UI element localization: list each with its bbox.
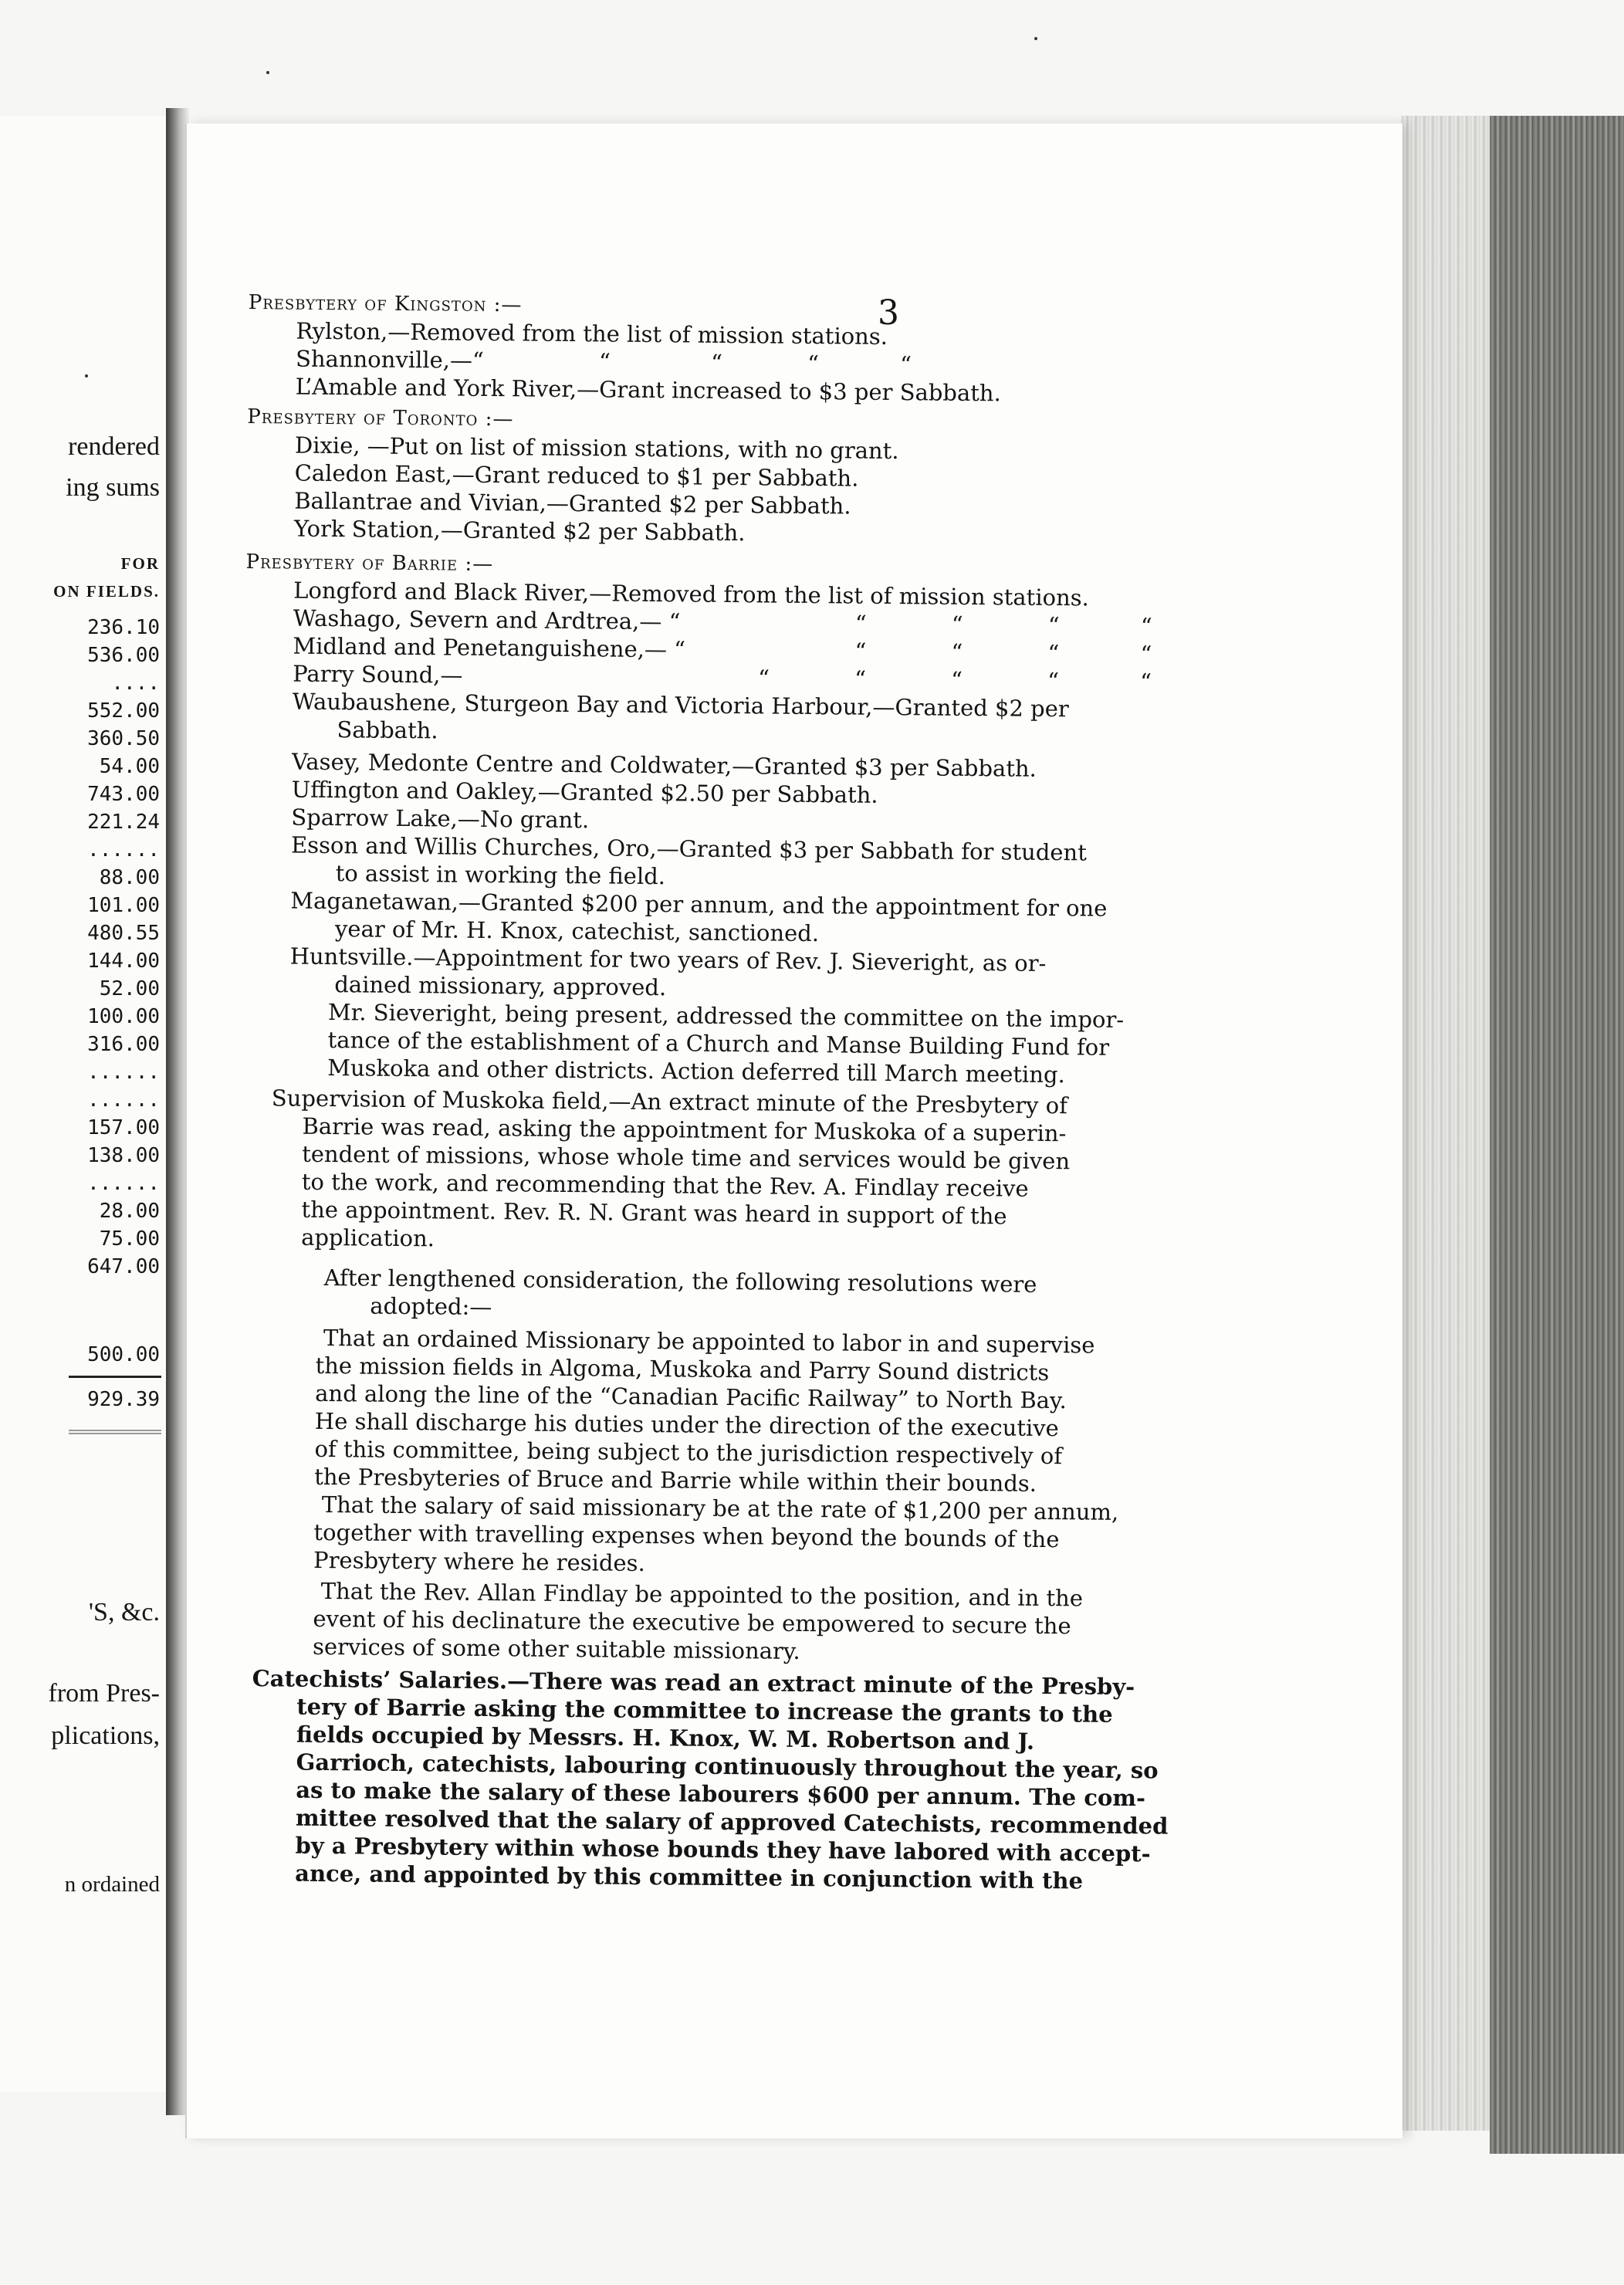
resolution-line: That the Rev. Allan Findlay be appointed to the position, and in the [320,1577,1084,1612]
left-amount: 360.50 [87,727,160,750]
entry: Huntsville.—Appointment for two years of Rev. J. Sieveright, as or- [289,943,1047,977]
note-line: Mr. Sieveright, being present, addressed the committee on the impor- [327,999,1125,1033]
left-facing-page [0,116,171,2092]
left-amount: 52.00 [99,977,160,1000]
left-amount: 75.00 [99,1227,160,1251]
entry: Waubaushene, Sturgeon Bay and Victoria Harbour,—Granted $2 per [292,688,1069,723]
resolution-line: That an ordained Missionary be appointed to labor in and supervise [323,1324,1095,1359]
left-amount: 236.10 [87,616,160,639]
left-text: ON FIELDS. [53,582,160,601]
left-amount: 743.00 [87,783,160,806]
paragraph-line: Supervision of Muskoka field,—An extract minute of the Presbytery of [271,1085,1068,1119]
ditto-mark: “ [951,611,963,638]
resolution-line: of this committee, being subject to the jurisdiction respectively of [314,1435,1063,1470]
left-amount: ...... [87,1088,160,1112]
paragraph-line: the appointment. Rev. R. N. Grant was heard in support of the [301,1196,1007,1230]
entry: L’Amable and York River,—Grant increased to $3 per Sabbath. [295,373,1001,407]
page-body [233,286,1360,1897]
left-amount: ...... [87,1061,160,1084]
book-edge-shadow [1490,116,1624,2154]
left-text: rendered [68,432,160,461]
entry: Ballantrae and Vivian,—Granted $2 per Sabbath. [294,487,851,520]
left-amount: 88.00 [99,866,160,889]
entry-label: Midland and Penetanguishene,— “ [293,632,686,663]
entry-continuation: Sabbath. [337,716,438,744]
entry: Dixie, —Put on list of mission stations, with no grant. [294,432,899,465]
entry: Vasey, Medonte Centre and Coldwater,—Granted $3 per Sabbath. [291,748,1037,782]
paragraph-line: Catechists’ Salaries.—There was read an extract minute of the Presby- [252,1665,1135,1701]
left-amount: ...... [87,838,160,862]
left-text: FOR [120,554,160,573]
left-text: ing sums [66,473,160,502]
resolution-line: the mission fields in Algoma, Muskoka and Parry Sound districts [315,1352,1050,1386]
entry-label: Shannonville,—“ [295,345,484,374]
paragraph-line: fields occupied by Messrs. H. Knox, W. M. Robertson and J. [296,1721,1035,1755]
section-heading-toronto: Presbytery of Toronto :— [247,405,514,432]
ditto-mark: “ [854,638,867,665]
left-amount: 101.00 [87,894,160,917]
entry: Sparrow Lake,—No grant. [291,804,590,834]
resolution-line: He shall discharge his duties under the direction of the executive [314,1407,1059,1442]
entry: Maganetawan,—Granted $200 per annum, and the appointment for one [290,887,1108,922]
ditto-mark: “ [1047,667,1060,695]
ditto-mark: “ [1047,639,1060,667]
left-amount: 536.00 [87,644,160,667]
ditto-mark: “ [854,610,867,637]
left-amount: 552.00 [87,699,160,723]
paragraph-line: to the work, and recommending that the Rev. A. Findlay receive [301,1168,1029,1202]
ditto-mark: “ [950,666,963,693]
note-line: Muskoka and other districts. Action deferred till March meeting. [327,1054,1065,1088]
ditto-mark: “ [1140,613,1152,640]
left-amount: 100.00 [87,1005,160,1028]
resolution-line: Presbytery where he resides. [313,1546,645,1577]
note-line: tance of the establishment of a Church and Manse Building Fund for [327,1027,1110,1061]
resolution-line: and along the line of the “Canadian Pacific Railway” to North Bay. [315,1379,1067,1414]
entry-label: Washago, Severn and Ardtrea,— “ [293,604,681,635]
entry-continuation: dained missionary, approved. [334,971,667,1001]
paragraph-line: mittee resolved that the salary of approved Catechists, recommended [295,1804,1169,1840]
left-amount: 144.00 [87,950,160,973]
resolution-line: together with travelling expenses when beyond the bounds of the [313,1518,1060,1553]
paragraph-line: Barrie was read, asking the appointment for Muskoka of a superin- [302,1112,1067,1147]
left-total: 929.39 [87,1388,160,1411]
paragraph-line: ance, and appointed by this committee in conjunction with the [295,1860,1084,1894]
left-text: n ordained [64,1872,160,1897]
left-amount: 28.00 [99,1200,160,1223]
paragraph-line: adopted:— [370,1292,492,1321]
main-page [185,124,1402,2138]
ditto-mark: “ [854,665,867,692]
paragraph-line: application. [301,1224,435,1252]
left-amount: ...... [87,1172,160,1195]
left-amount: 480.55 [87,922,160,945]
left-rule [69,1376,161,1378]
section-heading-barrie: Presbytery of Barrie :— [245,550,494,577]
left-double-rule [69,1430,161,1434]
left-text: from Pres- [48,1679,160,1708]
dust-speck [1034,37,1037,40]
paragraph-line: tendent of missions, whose whole time and services would be given [302,1140,1071,1175]
left-total: 500.00 [87,1343,160,1366]
entry: Longford and Black River,—Removed from the list of mission stations. [293,577,1089,611]
ditto-mark: “ [757,665,770,692]
left-text: 'S, &c. [88,1598,160,1627]
dust-speck [85,374,88,377]
resolution-line: the Presbyteries of Bruce and Barrie while within their bounds. [314,1463,1037,1497]
left-amount: 221.24 [87,811,160,834]
entry: Caledon East,—Grant reduced to $1 per Sabbath. [294,459,859,492]
resolution-line: services of some other suitable missionary. [312,1633,800,1664]
resolution-line: That the salary of said missionary be at the rate of $1,200 per annum, [321,1491,1119,1525]
left-amount: .... [111,672,160,695]
ditto-mark: “ [1140,641,1152,668]
paragraph-line: After lengthened consideration, the following resolutions were [323,1264,1037,1298]
entry: Uffington and Oakley,—Granted $2.50 per Sabbath. [291,776,878,808]
left-amount: 54.00 [99,755,160,778]
ditto-mark: “ [951,638,963,665]
section-heading-kingston: Presbytery of Kingston :— [248,290,523,317]
entry: Esson and Willis Churches, Oro,—Granted $3 per Sabbath for student [290,831,1088,866]
left-text: plications, [51,1721,160,1750]
paragraph-line: as to make the salary of these labourers $600 per annum. The com- [296,1776,1146,1812]
ditto-mark: “ [710,349,723,376]
left-amount: 316.00 [87,1033,160,1056]
page-number: 3 [878,293,899,333]
ditto-mark: “ [598,348,611,375]
ditto-mark: “ [1139,669,1152,696]
entry-continuation: to assist in working the field. [335,860,666,890]
entry-continuation: year of Mr. H. Knox, catechist, sanctioned. [334,916,820,947]
ditto-mark: “ [1047,611,1060,639]
dust-speck [266,71,269,74]
left-amount: 647.00 [87,1255,160,1278]
ditto-mark: “ [807,350,820,377]
entry-label: Parry Sound,— [293,660,463,689]
entry: Rylston,—Removed from the list of mission stations. [296,317,888,350]
resolution-line: event of his declinature the executive be empowered to secure the [313,1605,1071,1640]
paragraph-line: Garrioch, catechists, labouring continuously throughout the year, so [296,1748,1159,1784]
paragraph-line: tery of Barrie asking the committee to increase the grants to the [296,1693,1113,1728]
left-amount: 138.00 [87,1144,160,1167]
paragraph-line: by a Presbytery within whose bounds they have labored with accept- [295,1832,1151,1867]
entry: York Station,—Granted $2 per Sabbath. [293,515,746,547]
ditto-mark: “ [899,351,912,378]
left-amount: 157.00 [87,1116,160,1139]
